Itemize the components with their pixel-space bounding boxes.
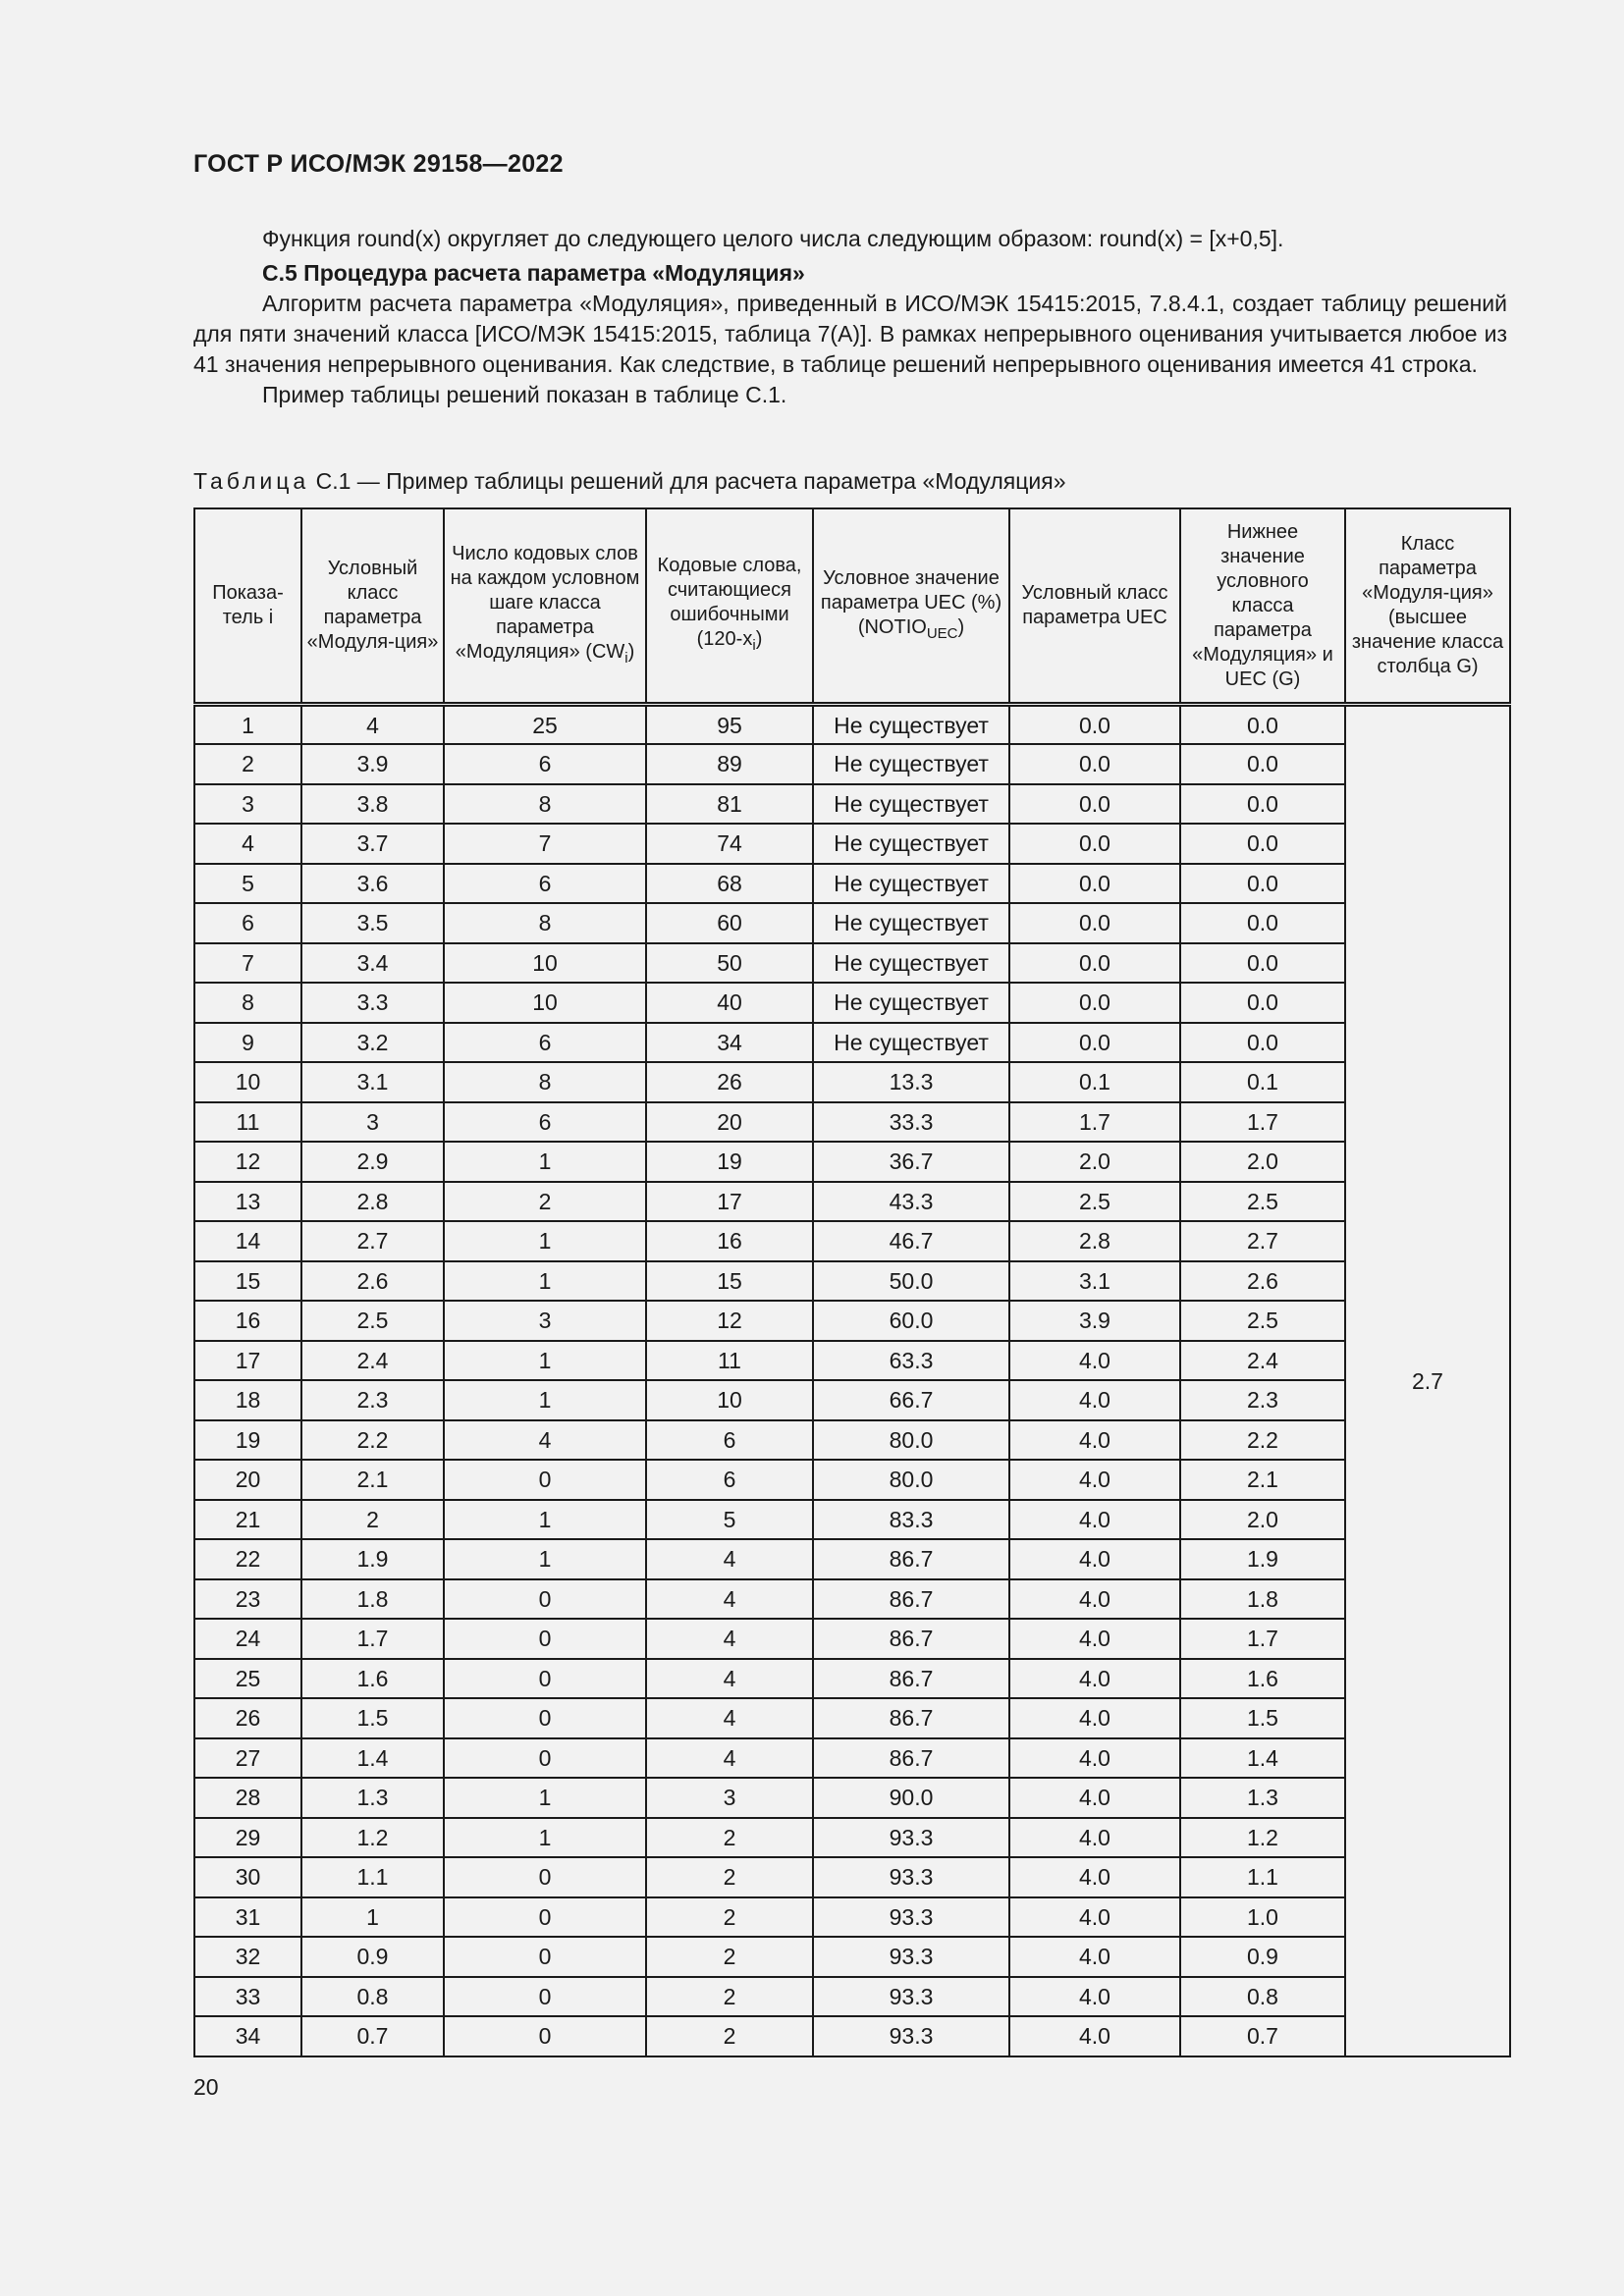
cell-lower-grade: 2.3 <box>1180 1380 1345 1420</box>
cell-uec-grade: 0.0 <box>1009 1023 1180 1063</box>
cell-uec-value: 86.7 <box>813 1738 1009 1779</box>
cell-grade: 2.5 <box>301 1301 444 1341</box>
cell-lower-grade: 2.5 <box>1180 1182 1345 1222</box>
cell-codewords: 0 <box>444 1897 646 1938</box>
cell-uec-value: 63.3 <box>813 1341 1009 1381</box>
cell-uec-value: 80.0 <box>813 1420 1009 1461</box>
cell-error-codewords: 81 <box>646 784 813 825</box>
table-row <box>194 1738 1510 1779</box>
cell-index: 2 <box>194 744 301 784</box>
cell-uec-value: 66.7 <box>813 1380 1009 1420</box>
cell-codewords: 1 <box>444 1261 646 1302</box>
cell-lower-grade: 1.0 <box>1180 1897 1345 1938</box>
cell-error-codewords: 26 <box>646 1062 813 1102</box>
table-row <box>194 1142 1510 1182</box>
cell-codewords: 1 <box>444 1380 646 1420</box>
cell-lower-grade: 2.1 <box>1180 1460 1345 1500</box>
cell-error-codewords: 20 <box>646 1102 813 1143</box>
cell-uec-grade: 3.1 <box>1009 1261 1180 1302</box>
table-row <box>194 1977 1510 2017</box>
page-number: 20 <box>193 2074 219 2100</box>
cell-codewords: 6 <box>444 744 646 784</box>
cell-grade: 1.3 <box>301 1778 444 1818</box>
table-header-row <box>194 508 1510 705</box>
cell-error-codewords: 19 <box>646 1142 813 1182</box>
header-uec-value: Условное значение параметра UEC (%) $(NOTIO_{UEC})$ <box>813 508 1009 705</box>
cell-lower-grade: 2.2 <box>1180 1420 1345 1461</box>
cell-uec-value: 93.3 <box>813 2016 1009 2056</box>
cell-uec-value: 93.3 <box>813 1857 1009 1897</box>
table-row <box>194 1818 1510 1858</box>
cell-index: 21 <box>194 1500 301 1540</box>
cell-codewords: 3 <box>444 1301 646 1341</box>
cell-index: 13 <box>194 1182 301 1222</box>
cell-uec-value: Не существует <box>813 903 1009 943</box>
cell-index: 18 <box>194 1380 301 1420</box>
table-row <box>194 824 1510 864</box>
cell-grade: 1.7 <box>301 1619 444 1659</box>
cell-error-codewords: 60 <box>646 903 813 943</box>
cell-grade: 2.9 <box>301 1142 444 1182</box>
cell-uec-grade: 4.0 <box>1009 1341 1180 1381</box>
cell-lower-grade: 0.0 <box>1180 744 1345 784</box>
cell-uec-value: 13.3 <box>813 1062 1009 1102</box>
cell-uec-value: 86.7 <box>813 1619 1009 1659</box>
cell-codewords: 6 <box>444 1023 646 1063</box>
cell-codewords: 8 <box>444 784 646 825</box>
cell-lower-grade: 1.2 <box>1180 1818 1345 1858</box>
cell-index: 24 <box>194 1619 301 1659</box>
cell-uec-value: Не существует <box>813 983 1009 1023</box>
cell-error-codewords: 40 <box>646 983 813 1023</box>
cell-grade: 4 <box>301 705 444 745</box>
cell-uec-grade: 4.0 <box>1009 1897 1180 1938</box>
cell-index: 27 <box>194 1738 301 1779</box>
table-row <box>194 943 1510 984</box>
cell-error-codewords: 2 <box>646 1937 813 1977</box>
cell-grade: 2.8 <box>301 1182 444 1222</box>
table-row <box>194 903 1510 943</box>
table-row <box>194 1380 1510 1420</box>
cell-index: 20 <box>194 1460 301 1500</box>
cell-codewords: 10 <box>444 983 646 1023</box>
cell-grade: 2.4 <box>301 1341 444 1381</box>
cell-error-codewords: 4 <box>646 1738 813 1779</box>
cell-lower-grade: 0.0 <box>1180 864 1345 904</box>
table-row <box>194 1301 1510 1341</box>
cell-lower-grade: 2.4 <box>1180 1341 1345 1381</box>
cell-index: 19 <box>194 1420 301 1461</box>
paragraph-round-function: Функция round(x) округляет до следующего целого числа следующим образом: round(x) = [x+0,5]. <box>262 226 1284 251</box>
cell-uec-value: 93.3 <box>813 1977 1009 2017</box>
cell-uec-grade: 0.0 <box>1009 983 1180 1023</box>
header-index: Показа-тель i <box>194 508 301 705</box>
cell-error-codewords: 68 <box>646 864 813 904</box>
cell-codewords: 0 <box>444 1619 646 1659</box>
cell-error-codewords: 6 <box>646 1420 813 1461</box>
table-row <box>194 1221 1510 1261</box>
cell-codewords: 0 <box>444 2016 646 2056</box>
cell-codewords: 6 <box>444 864 646 904</box>
cell-error-codewords: 2 <box>646 1897 813 1938</box>
cell-lower-grade: 2.0 <box>1180 1500 1345 1540</box>
table-row <box>194 1539 1510 1579</box>
cell-error-codewords: 11 <box>646 1341 813 1381</box>
cell-uec-grade: 4.0 <box>1009 1698 1180 1738</box>
cell-uec-value: Не существует <box>813 1023 1009 1063</box>
cell-codewords: 1 <box>444 1142 646 1182</box>
cell-error-codewords: 5 <box>646 1500 813 1540</box>
cell-lower-grade: 1.7 <box>1180 1102 1345 1143</box>
cell-index: 26 <box>194 1698 301 1738</box>
cell-uec-grade: 4.0 <box>1009 1380 1180 1420</box>
cell-lower-grade: 2.7 <box>1180 1221 1345 1261</box>
cell-grade: 3 <box>301 1102 444 1143</box>
cell-codewords: 0 <box>444 1460 646 1500</box>
table-row <box>194 1500 1510 1540</box>
cell-codewords: 1 <box>444 1818 646 1858</box>
cell-uec-value: Не существует <box>813 824 1009 864</box>
cell-codewords: 8 <box>444 1062 646 1102</box>
cell-uec-value: Не существует <box>813 943 1009 984</box>
cell-index: 12 <box>194 1142 301 1182</box>
cell-uec-grade: 4.0 <box>1009 1659 1180 1699</box>
cell-uec-value: 86.7 <box>813 1539 1009 1579</box>
cell-uec-value: 86.7 <box>813 1579 1009 1620</box>
table-row <box>194 1341 1510 1381</box>
table-caption <box>193 468 1066 495</box>
cell-error-codewords: 4 <box>646 1698 813 1738</box>
cell-error-codewords: 4 <box>646 1539 813 1579</box>
cell-codewords: 1 <box>444 1221 646 1261</box>
cell-uec-value: 50.0 <box>813 1261 1009 1302</box>
cell-codewords: 1 <box>444 1778 646 1818</box>
cell-grade: 1 <box>301 1897 444 1938</box>
cell-lower-grade: 2.5 <box>1180 1301 1345 1341</box>
table-row <box>194 1897 1510 1938</box>
table-row <box>194 1857 1510 1897</box>
cell-lower-grade: 1.7 <box>1180 1619 1345 1659</box>
cell-lower-grade: 0.1 <box>1180 1062 1345 1102</box>
cell-codewords: 10 <box>444 943 646 984</box>
cell-grade: 0.9 <box>301 1937 444 1977</box>
cell-grade: 1.2 <box>301 1818 444 1858</box>
table-row <box>194 1261 1510 1302</box>
table-row <box>194 1937 1510 1977</box>
header-uec-grade: Условный класс параметра UEC <box>1009 508 1180 705</box>
cell-uec-grade: 0.0 <box>1009 824 1180 864</box>
cell-error-codewords: 2 <box>646 1818 813 1858</box>
cell-codewords: 2 <box>444 1182 646 1222</box>
cell-uec-grade: 4.0 <box>1009 1420 1180 1461</box>
cell-uec-grade: 4.0 <box>1009 1818 1180 1858</box>
cell-index: 23 <box>194 1579 301 1620</box>
cell-grade: 2.1 <box>301 1460 444 1500</box>
cell-lower-grade: 1.4 <box>1180 1738 1345 1779</box>
cell-lower-grade: 0.0 <box>1180 824 1345 864</box>
cell-uec-value: Не существует <box>813 864 1009 904</box>
cell-uec-grade: 4.0 <box>1009 1579 1180 1620</box>
cell-lower-grade: 0.0 <box>1180 943 1345 984</box>
cell-final-grade: 2.7 <box>1345 705 1510 2056</box>
decision-table <box>193 507 1511 2057</box>
table-row <box>194 1182 1510 1222</box>
cell-uec-grade: 0.0 <box>1009 864 1180 904</box>
table-row <box>194 1579 1510 1620</box>
cell-grade: 3.8 <box>301 784 444 825</box>
cell-uec-value: 60.0 <box>813 1301 1009 1341</box>
cell-grade: 3.4 <box>301 943 444 984</box>
table-row <box>194 1023 1510 1063</box>
cell-codewords: 0 <box>444 1659 646 1699</box>
table-row <box>194 705 1510 745</box>
cell-error-codewords: 2 <box>646 1977 813 2017</box>
cell-index: 5 <box>194 864 301 904</box>
cell-lower-grade: 0.0 <box>1180 983 1345 1023</box>
cell-index: 25 <box>194 1659 301 1699</box>
cell-error-codewords: 3 <box>646 1778 813 1818</box>
cell-index: 28 <box>194 1778 301 1818</box>
cell-index: 3 <box>194 784 301 825</box>
cell-grade: 3.3 <box>301 983 444 1023</box>
cell-index: 32 <box>194 1937 301 1977</box>
cell-index: 22 <box>194 1539 301 1579</box>
cell-codewords: 1 <box>444 1539 646 1579</box>
header-grade: Условный класс параметра «Модуля-ция» <box>301 508 444 705</box>
cell-uec-grade: 4.0 <box>1009 1778 1180 1818</box>
cell-codewords: 0 <box>444 1857 646 1897</box>
cell-error-codewords: 4 <box>646 1619 813 1659</box>
cell-uec-value: 93.3 <box>813 1937 1009 1977</box>
cell-grade: 2.6 <box>301 1261 444 1302</box>
cell-grade: 3.5 <box>301 903 444 943</box>
section-title: C.5 Процедура расчета параметра «Модуляция» <box>262 260 805 286</box>
cell-index: 8 <box>194 983 301 1023</box>
cell-codewords: 0 <box>444 1977 646 2017</box>
table-row <box>194 744 1510 784</box>
cell-grade: 3.1 <box>301 1062 444 1102</box>
cell-lower-grade: 0.9 <box>1180 1937 1345 1977</box>
paragraph-example-ref: Пример таблицы решений показан в таблице C.1. <box>262 382 787 407</box>
cell-uec-grade: 4.0 <box>1009 1500 1180 1540</box>
cell-lower-grade: 0.0 <box>1180 1023 1345 1063</box>
table-body <box>194 705 1510 2056</box>
cell-index: 29 <box>194 1818 301 1858</box>
cell-index: 9 <box>194 1023 301 1063</box>
cell-lower-grade: 0.0 <box>1180 784 1345 825</box>
cell-lower-grade: 1.6 <box>1180 1659 1345 1699</box>
cell-index: 4 <box>194 824 301 864</box>
document-header: ГОСТ Р ИСО/МЭК 29158—2022 <box>193 150 564 178</box>
cell-grade: 3.2 <box>301 1023 444 1063</box>
cell-index: 34 <box>194 2016 301 2056</box>
cell-codewords: 0 <box>444 1937 646 1977</box>
cell-grade: 0.7 <box>301 2016 444 2056</box>
cell-lower-grade: 1.9 <box>1180 1539 1345 1579</box>
cell-lower-grade: 2.0 <box>1180 1142 1345 1182</box>
paragraph-algorithm: Алгоритм расчета параметра «Модуляция», приведенный в ИСО/МЭК 15415:2015, 7.8.4.1, создает таблицу решений для пяти значений класса [ИСО/МЭК 15415:2015, таблица 7(A)]. В рамках непрерывного оценивания учитывается любое из 41 значения непрерывного оценивания. Как следствие, в таблице решений непрерывного оценивания имеется 41 строка. <box>193 291 1507 377</box>
table-row <box>194 1619 1510 1659</box>
cell-index: 16 <box>194 1301 301 1341</box>
table-row <box>194 1778 1510 1818</box>
cell-uec-grade: 0.0 <box>1009 784 1180 825</box>
cell-lower-grade: 1.1 <box>1180 1857 1345 1897</box>
cell-uec-value: 36.7 <box>813 1142 1009 1182</box>
cell-error-codewords: 2 <box>646 1857 813 1897</box>
cell-codewords: 0 <box>444 1579 646 1620</box>
cell-error-codewords: 15 <box>646 1261 813 1302</box>
cell-codewords: 8 <box>444 903 646 943</box>
header-lower-grade: Нижнее значение условного класса параметра «Модуляция» и UEC (G) <box>1180 508 1345 705</box>
cell-codewords: 1 <box>444 1341 646 1381</box>
table-row <box>194 983 1510 1023</box>
cell-error-codewords: 89 <box>646 744 813 784</box>
cell-error-codewords: 34 <box>646 1023 813 1063</box>
cell-error-codewords: 17 <box>646 1182 813 1222</box>
cell-index: 31 <box>194 1897 301 1938</box>
cell-index: 15 <box>194 1261 301 1302</box>
cell-grade: 1.4 <box>301 1738 444 1779</box>
cell-uec-value: 86.7 <box>813 1659 1009 1699</box>
cell-grade: 3.7 <box>301 824 444 864</box>
cell-uec-value: 80.0 <box>813 1460 1009 1500</box>
body-text <box>193 224 1507 410</box>
cell-index: 14 <box>194 1221 301 1261</box>
cell-uec-value: 46.7 <box>813 1221 1009 1261</box>
cell-lower-grade: 2.6 <box>1180 1261 1345 1302</box>
cell-uec-value: 93.3 <box>813 1818 1009 1858</box>
cell-uec-grade: 2.5 <box>1009 1182 1180 1222</box>
header-error-codewords: Кодовые слова, считающиеся ошибочными $(120-x_i)$ <box>646 508 813 705</box>
cell-uec-grade: 2.0 <box>1009 1142 1180 1182</box>
table-row <box>194 1420 1510 1461</box>
cell-lower-grade: 0.0 <box>1180 705 1345 745</box>
table-row <box>194 1102 1510 1143</box>
cell-index: 6 <box>194 903 301 943</box>
cell-index: 1 <box>194 705 301 745</box>
cell-error-codewords: 16 <box>646 1221 813 1261</box>
cell-uec-grade: 0.0 <box>1009 744 1180 784</box>
cell-error-codewords: 2 <box>646 2016 813 2056</box>
cell-uec-grade: 2.8 <box>1009 1221 1180 1261</box>
table-row <box>194 1062 1510 1102</box>
cell-error-codewords: 95 <box>646 705 813 745</box>
cell-uec-grade: 3.9 <box>1009 1301 1180 1341</box>
cell-uec-grade: 0.1 <box>1009 1062 1180 1102</box>
cell-lower-grade: 0.7 <box>1180 2016 1345 2056</box>
cell-uec-value: Не существует <box>813 744 1009 784</box>
table-row <box>194 1698 1510 1738</box>
cell-grade: 1.5 <box>301 1698 444 1738</box>
cell-uec-grade: 4.0 <box>1009 1460 1180 1500</box>
table-row <box>194 784 1510 825</box>
header-modulation-grade: Класс параметра «Модуля-ция» (высшее значение класса столбца G) <box>1345 508 1510 705</box>
cell-grade: 1.9 <box>301 1539 444 1579</box>
cell-error-codewords: 12 <box>646 1301 813 1341</box>
cell-index: 30 <box>194 1857 301 1897</box>
cell-index: 11 <box>194 1102 301 1143</box>
cell-uec-grade: 4.0 <box>1009 2016 1180 2056</box>
table-row <box>194 1659 1510 1699</box>
cell-error-codewords: 74 <box>646 824 813 864</box>
cell-lower-grade: 1.8 <box>1180 1579 1345 1620</box>
cell-uec-grade: 4.0 <box>1009 1937 1180 1977</box>
cell-index: 10 <box>194 1062 301 1102</box>
cell-codewords: 4 <box>444 1420 646 1461</box>
cell-uec-value: 83.3 <box>813 1500 1009 1540</box>
cell-grade: 0.8 <box>301 1977 444 2017</box>
cell-grade: 2.3 <box>301 1380 444 1420</box>
cell-grade: 2.7 <box>301 1221 444 1261</box>
cell-codewords: 0 <box>444 1698 646 1738</box>
cell-error-codewords: 10 <box>646 1380 813 1420</box>
cell-uec-grade: 4.0 <box>1009 1619 1180 1659</box>
header-codewords-per-step: Число кодовых слов на каждом условном шаге класса параметра «Модуляция» $(CW_i)$ <box>444 508 646 705</box>
cell-codewords: 0 <box>444 1738 646 1779</box>
cell-grade: 2 <box>301 1500 444 1540</box>
table-row <box>194 864 1510 904</box>
cell-error-codewords: 50 <box>646 943 813 984</box>
cell-uec-grade: 4.0 <box>1009 1738 1180 1779</box>
cell-index: 7 <box>194 943 301 984</box>
cell-codewords: 1 <box>444 1500 646 1540</box>
cell-uec-value: 93.3 <box>813 1897 1009 1938</box>
cell-codewords: 25 <box>444 705 646 745</box>
table-caption-label: Таблица <box>193 468 310 494</box>
cell-uec-grade: 4.0 <box>1009 1539 1180 1579</box>
cell-grade: 3.9 <box>301 744 444 784</box>
cell-uec-value: 86.7 <box>813 1698 1009 1738</box>
cell-uec-grade: 0.0 <box>1009 903 1180 943</box>
cell-error-codewords: 4 <box>646 1579 813 1620</box>
cell-grade: 1.1 <box>301 1857 444 1897</box>
cell-uec-value: Не существует <box>813 784 1009 825</box>
cell-grade: 3.6 <box>301 864 444 904</box>
cell-uec-grade: 1.7 <box>1009 1102 1180 1143</box>
cell-codewords: 7 <box>444 824 646 864</box>
table-row <box>194 2016 1510 2056</box>
cell-codewords: 6 <box>444 1102 646 1143</box>
cell-grade: 2.2 <box>301 1420 444 1461</box>
cell-grade: 1.8 <box>301 1579 444 1620</box>
cell-uec-grade: 0.0 <box>1009 705 1180 745</box>
table-caption-text: C.1 — Пример таблицы решений для расчета параметра «Модуляция» <box>315 468 1066 494</box>
cell-index: 17 <box>194 1341 301 1381</box>
cell-lower-grade: 0.0 <box>1180 903 1345 943</box>
cell-uec-grade: 0.0 <box>1009 943 1180 984</box>
cell-uec-value: 33.3 <box>813 1102 1009 1143</box>
cell-error-codewords: 4 <box>646 1659 813 1699</box>
table-row <box>194 1460 1510 1500</box>
cell-lower-grade: 0.8 <box>1180 1977 1345 2017</box>
cell-error-codewords: 6 <box>646 1460 813 1500</box>
cell-uec-value: 90.0 <box>813 1778 1009 1818</box>
cell-uec-value: Не существует <box>813 705 1009 745</box>
cell-lower-grade: 1.3 <box>1180 1778 1345 1818</box>
cell-grade: 1.6 <box>301 1659 444 1699</box>
cell-uec-grade: 4.0 <box>1009 1857 1180 1897</box>
cell-uec-grade: 4.0 <box>1009 1977 1180 2017</box>
cell-index: 33 <box>194 1977 301 2017</box>
cell-lower-grade: 1.5 <box>1180 1698 1345 1738</box>
cell-uec-value: 43.3 <box>813 1182 1009 1222</box>
